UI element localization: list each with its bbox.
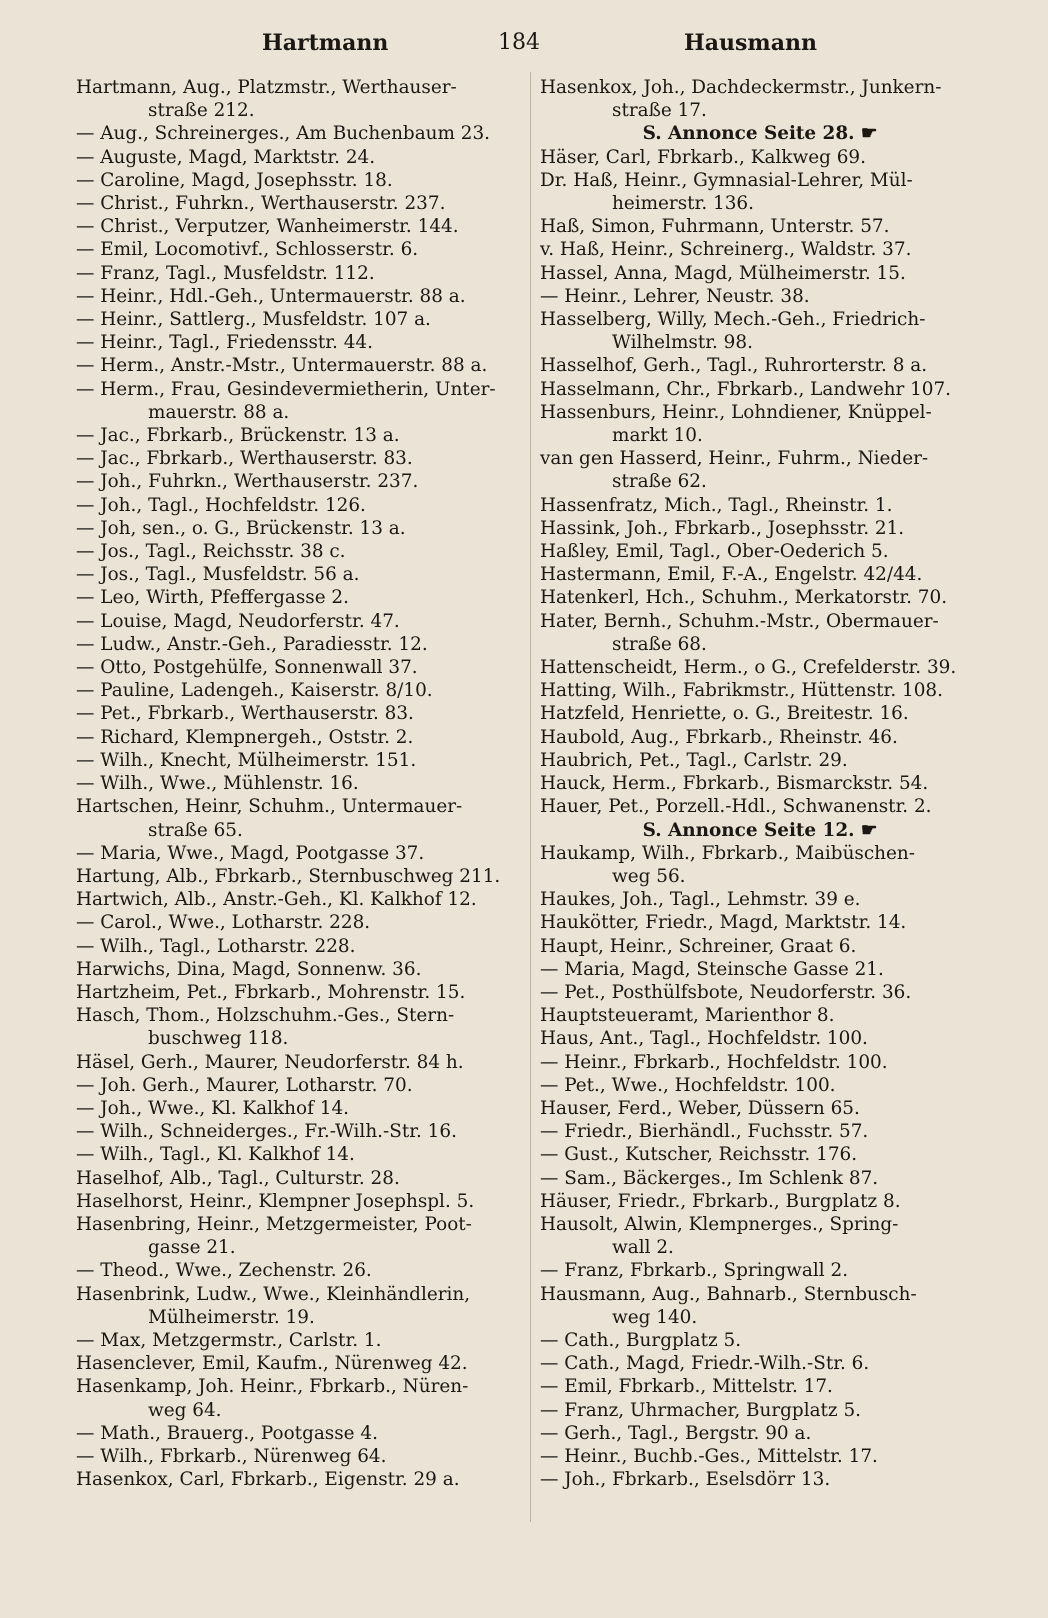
entry-text: Hattenscheidt, Herm., o G., Crefelderstr. 39.	[540, 657, 957, 679]
directory-entry	[540, 726, 980, 749]
directory-entry	[76, 586, 516, 609]
entry-text: — Aug., Schreinerges., Am Buchenbaum 23.	[76, 123, 491, 145]
entry-text: v. Haß, Heinr., Schreinerg., Waldstr. 37.	[540, 239, 912, 261]
entry-text: — Maria, Magd, Steinsche Gasse 21.	[540, 958, 884, 980]
directory-entry	[540, 1027, 980, 1050]
entry-text: — Joh., Tagl., Hochfeldstr. 126.	[76, 494, 366, 516]
directory-entry	[76, 238, 516, 261]
entry-text: Häsel, Gerh., Maurer, Neudorferstr. 84 h.	[76, 1051, 464, 1073]
directory-entry	[76, 192, 516, 215]
entry-text: — Wilh., Fbrkarb., Nürenweg 64.	[76, 1445, 387, 1467]
directory-entry	[76, 749, 516, 772]
entry-text: Hatting, Wilh., Fabrikmstr., Hüttenstr. 108.	[540, 680, 943, 702]
directory-entry	[76, 540, 516, 563]
entry-text: — Carol., Wwe., Lotharstr. 228.	[76, 912, 371, 934]
entry-text: Hassel, Anna, Magd, Mülheimerstr. 15.	[540, 262, 906, 284]
entry-text: — Emil, Fbrkarb., Mittelstr. 17.	[540, 1376, 833, 1398]
entry-text: — Heinr., Sattlerg., Musfeldstr. 107 a.	[76, 309, 431, 331]
directory-entry	[76, 1051, 516, 1074]
entry-text: — Auguste, Magd, Marktstr. 24.	[76, 146, 376, 168]
directory-entry	[76, 424, 516, 447]
entry-text: — Jac., Fbrkarb., Brückenstr. 13 a.	[76, 425, 400, 447]
directory-entry	[540, 842, 980, 888]
entry-text: Hater, Bernh., Schuhm.-Mstr., Obermauer-	[540, 610, 939, 632]
entry-text: — Pet., Wwe., Hochfeldstr. 100.	[540, 1074, 836, 1096]
annonce-note	[540, 122, 980, 145]
entry-continuation: Mülheimerstr. 19.	[148, 1306, 315, 1328]
entry-text: — Gerh., Tagl., Bergstr. 90 a.	[540, 1422, 812, 1444]
entry-text: — Wilh., Wwe., Mühlenstr. 16.	[76, 773, 359, 795]
entry-text: Hartmann, Aug., Platzmstr., Werthauser-	[76, 77, 457, 98]
directory-entry	[76, 470, 516, 493]
directory-entry	[540, 1375, 980, 1398]
entry-text: — Joh., Fbrkarb., Eselsdörr 13.	[540, 1469, 831, 1491]
directory-entry	[540, 494, 980, 517]
entry-text: Hatzfeld, Henriette, o. G., Breitestr. 16.	[540, 703, 909, 725]
entry-text: — Pet., Fbrkarb., Werthauserstr. 83.	[76, 703, 414, 725]
directory-entry	[76, 795, 516, 841]
header-right-name: Hausmann	[684, 30, 817, 56]
directory-entry	[540, 1283, 980, 1329]
entry-text: — Max, Metzgermstr., Carlstr. 1.	[76, 1329, 382, 1351]
entry-text: — Gust., Kutscher, Reichsstr. 176.	[540, 1144, 858, 1166]
entry-text: — Franz, Tagl., Musfeldstr. 112.	[76, 262, 375, 284]
directory-entry	[540, 1167, 980, 1190]
entry-text: Hasselmann, Chr., Fbrkarb., Landwehr 107.	[540, 378, 952, 400]
entry-text: — Heinr., Tagl., Friedensstr. 44.	[76, 332, 373, 354]
directory-entry	[76, 981, 516, 1004]
directory-entry	[540, 401, 980, 447]
entry-text: — Wilh., Schneiderges., Fr.-Wilh.-Str. 16.	[76, 1121, 457, 1143]
page-number: 184	[498, 30, 540, 55]
entry-text: — Cath., Burgplatz 5.	[540, 1329, 742, 1351]
directory-entry	[540, 656, 980, 679]
directory-entry	[540, 1352, 980, 1375]
entry-text: Hauck, Herm., Fbrkarb., Bismarckstr. 54.	[540, 773, 929, 795]
directory-entry	[540, 586, 980, 609]
entry-text: — Otto, Postgehülfe, Sonnenwall 37.	[76, 657, 418, 679]
left-column	[76, 76, 516, 1491]
entry-text: Haukes, Joh., Tagl., Lehmstr. 39 e.	[540, 889, 861, 911]
entry-text: — Friedr., Bierhändl., Fuchsstr. 57.	[540, 1121, 869, 1143]
directory-entry	[540, 215, 980, 238]
directory-entry	[76, 726, 516, 749]
directory-entry	[76, 865, 516, 888]
entry-text: Hausolt, Alwin, Klempnerges., Spring-	[540, 1213, 899, 1235]
entry-text: — Caroline, Magd, Josephsstr. 18.	[76, 169, 393, 191]
directory-entry	[540, 935, 980, 958]
directory-entry	[76, 215, 516, 238]
directory-entry	[540, 749, 980, 772]
directory-entry	[76, 517, 516, 540]
directory-entry	[76, 308, 516, 331]
directory-entry	[76, 447, 516, 470]
directory-entry	[76, 378, 516, 424]
entry-text: — Joh. Gerh., Maurer, Lotharstr. 70.	[76, 1074, 413, 1096]
entry-text: Hassenburs, Heinr., Lohndiener, Knüppel-	[540, 401, 932, 423]
right-column	[540, 76, 980, 1491]
entry-text: Hasenbring, Heinr., Metzgermeister, Poot-	[76, 1213, 472, 1235]
entry-text: — Louise, Magd, Neudorferstr. 47.	[76, 610, 400, 632]
entry-text: Hasenclever, Emil, Kaufm., Nürenweg 42.	[76, 1353, 468, 1375]
entry-text: — Wilh., Tagl., Lotharstr. 228.	[76, 935, 356, 957]
directory-entry	[540, 517, 980, 540]
directory-entry	[76, 1283, 516, 1329]
directory-entry	[76, 169, 516, 192]
directory-entry	[540, 1051, 980, 1074]
entry-text: Haukötter, Friedr., Magd, Marktstr. 14.	[540, 912, 907, 934]
entry-text: — Maria, Wwe., Magd, Pootgasse 37.	[76, 842, 425, 864]
directory-entry	[540, 1422, 980, 1445]
entry-text: — Joh., Wwe., Kl. Kalkhof 14.	[76, 1097, 349, 1119]
entry-text: Hasselberg, Willy, Mech.-Geh., Friedrich-	[540, 309, 926, 331]
entry-text: Hassink, Joh., Fbrkarb., Josephsstr. 21.	[540, 517, 905, 539]
entry-text: — Pet., Posthülfsbote, Neudorferstr. 36.	[540, 981, 912, 1003]
entry-text: Hartzheim, Pet., Fbrkarb., Mohrenstr. 15.	[76, 981, 466, 1003]
directory-entry	[76, 76, 516, 122]
entry-continuation: straße 62.	[612, 471, 707, 493]
directory-entry	[76, 1213, 516, 1259]
directory-entry	[76, 285, 516, 308]
directory-entry	[76, 842, 516, 865]
directory-entry	[540, 1399, 980, 1422]
directory-entry	[540, 1329, 980, 1352]
directory-entry	[76, 1352, 516, 1375]
directory-entry	[76, 679, 516, 702]
directory-entry	[540, 1074, 980, 1097]
directory-entry	[540, 958, 980, 981]
entry-continuation: mauerstr. 88 a.	[148, 401, 290, 423]
directory-entry	[540, 285, 980, 308]
directory-entry	[540, 563, 980, 586]
page-header	[74, 30, 974, 70]
entry-text: S. Annonce Seite 28. ☛	[642, 123, 878, 145]
directory-entry	[76, 1329, 516, 1352]
entry-text: — Herm., Anstr.-Mstr., Untermauerstr. 88 a.	[76, 355, 488, 377]
entry-continuation: gasse 21.	[148, 1237, 236, 1259]
entry-text: Haubrich, Pet., Tagl., Carlstr. 29.	[540, 749, 848, 771]
entry-text: Haselhof, Alb., Tagl., Culturstr. 28.	[76, 1167, 400, 1189]
directory-entry	[540, 1213, 980, 1259]
directory-entry	[540, 679, 980, 702]
directory-entry	[540, 308, 980, 354]
directory-entry	[540, 1097, 980, 1120]
directory-entry	[540, 1468, 980, 1491]
directory-entry	[540, 146, 980, 169]
entry-text: — Heinr., Buchb.-Ges., Mittelstr. 17.	[540, 1445, 878, 1467]
entry-text: Haukamp, Wilh., Fbrkarb., Maibüschen-	[540, 842, 915, 864]
directory-entry	[540, 378, 980, 401]
directory-entry	[76, 1468, 516, 1491]
directory-entry	[540, 1190, 980, 1213]
entry-text: Häuser, Friedr., Fbrkarb., Burgplatz 8.	[540, 1190, 901, 1212]
entry-text: Hauer, Pet., Porzell.-Hdl., Schwanenstr. 2.	[540, 796, 932, 818]
directory-entry	[76, 935, 516, 958]
entry-text: Hasenbrink, Ludw., Wwe., Kleinhändlerin,	[76, 1283, 471, 1305]
entry-text: Hauptsteueramt, Marienthor 8.	[540, 1005, 835, 1027]
entry-text: — Jac., Fbrkarb., Werthauserstr. 83.	[76, 448, 413, 470]
entry-text: — Christ., Fuhrkn., Werthauserstr. 237.	[76, 193, 446, 215]
entry-text: — Franz, Uhrmacher, Burgplatz 5.	[540, 1399, 862, 1421]
entry-text: Hasenkox, Carl, Fbrkarb., Eigenstr. 29 a.	[76, 1469, 460, 1491]
directory-entry	[540, 772, 980, 795]
directory-entry	[540, 1143, 980, 1166]
directory-entry	[76, 1375, 516, 1421]
directory-entry	[76, 702, 516, 725]
entry-text: Harwichs, Dina, Magd, Sonnenw. 36.	[76, 958, 422, 980]
directory-entry	[540, 262, 980, 285]
entry-text: — Heinr., Fbrkarb., Hochfeldstr. 100.	[540, 1051, 888, 1073]
directory-entry	[76, 1074, 516, 1097]
entry-text: — Cath., Magd, Friedr.-Wilh.-Str. 6.	[540, 1353, 870, 1375]
directory-entry	[540, 169, 980, 215]
directory-entry	[76, 911, 516, 934]
entry-text: Hatenkerl, Hch., Schuhm., Merkatorstr. 70.	[540, 587, 948, 609]
entry-text: — Sam., Bäckerges., Im Schlenk 87.	[540, 1167, 879, 1189]
directory-entry	[76, 1259, 516, 1282]
directory-entry	[76, 1143, 516, 1166]
entry-continuation: heimerstr. 136.	[612, 193, 754, 215]
directory-entry	[540, 911, 980, 934]
directory-entry	[76, 1097, 516, 1120]
directory-entry	[76, 146, 516, 169]
entry-text: Hasselhof, Gerh., Tagl., Ruhrorterstr. 8 a.	[540, 355, 928, 377]
directory-entry	[540, 610, 980, 656]
entry-text: Hastermann, Emil, F.-A., Engelstr. 42/44.	[540, 564, 923, 586]
entry-text: Hasenkamp, Joh. Heinr., Fbrkarb., Nüren-	[76, 1376, 469, 1398]
entry-continuation: straße 68.	[612, 633, 707, 655]
entry-text: Hartschen, Heinr, Schuhm., Untermauer-	[76, 796, 463, 818]
directory-entry	[76, 888, 516, 911]
directory-entry	[540, 702, 980, 725]
entry-text: — Wilh., Tagl., Kl. Kalkhof 14.	[76, 1144, 355, 1166]
entry-continuation: buschweg 118.	[148, 1028, 289, 1050]
directory-entry	[76, 1190, 516, 1213]
entry-text: Hausmann, Aug., Bahnarb., Sternbusch-	[540, 1283, 917, 1305]
entry-text: Haß, Simon, Fuhrmann, Unterstr. 57.	[540, 216, 890, 238]
column-divider	[530, 72, 531, 1522]
entry-text: Haßley, Emil, Tagl., Ober-Oederich 5.	[540, 541, 889, 563]
entry-text: Haupt, Heinr., Schreiner, Graat 6.	[540, 935, 857, 957]
entry-continuation: wall 2.	[612, 1237, 674, 1259]
directory-entry	[540, 1259, 980, 1282]
directory-entry	[540, 238, 980, 261]
entry-text: — Math., Brauerg., Pootgasse 4.	[76, 1422, 378, 1444]
entry-text: — Ludw., Anstr.-Geh., Paradiesstr. 12.	[76, 633, 428, 655]
directory-entry	[540, 76, 980, 122]
entry-text: — Heinr., Hdl.-Geh., Untermauerstr. 88 a.	[76, 285, 466, 307]
directory-entry	[76, 610, 516, 633]
directory-entry	[540, 1120, 980, 1143]
entry-text: Hasenkox, Joh., Dachdeckermstr., Junkern-	[540, 77, 942, 98]
directory-entry	[76, 354, 516, 377]
entry-text: — Richard, Klempnergeh., Oststr. 2.	[76, 726, 414, 748]
entry-continuation: weg 140.	[612, 1306, 698, 1328]
directory-entry	[540, 540, 980, 563]
directory-entry	[76, 772, 516, 795]
entry-text: — Franz, Fbrkarb., Springwall 2.	[540, 1260, 849, 1282]
directory-entry	[76, 958, 516, 981]
entry-text: Haubold, Aug., Fbrkarb., Rheinstr. 46.	[540, 726, 898, 748]
entry-text: Häser, Carl, Fbrkarb., Kalkweg 69.	[540, 146, 866, 168]
entry-text: Hartung, Alb., Fbrkarb., Sternbuschweg 211.	[76, 865, 501, 887]
directory-entry	[76, 1445, 516, 1468]
entry-text: — Christ., Verputzer, Wanheimerstr. 144.	[76, 216, 459, 238]
directory-entry	[76, 656, 516, 679]
entry-text: Haus, Ant., Tagl., Hochfeldstr. 100.	[540, 1028, 868, 1050]
entry-text: Hassenfratz, Mich., Tagl., Rheinstr. 1.	[540, 494, 893, 516]
entry-text: — Emil, Locomotivf., Schlosserstr. 6.	[76, 239, 419, 261]
entry-text: — Leo, Wirth, Pfeffergasse 2.	[76, 587, 349, 609]
entry-text: — Heinr., Lehrer, Neustr. 38.	[540, 285, 810, 307]
directory-entry	[76, 331, 516, 354]
directory-entry	[540, 888, 980, 911]
directory-entry	[76, 1120, 516, 1143]
entry-continuation: straße 65.	[148, 819, 243, 841]
directory-entry	[76, 494, 516, 517]
entry-text: — Joh., Fuhrkn., Werthauserstr. 237.	[76, 471, 419, 493]
directory-entry	[540, 1445, 980, 1468]
entry-text: — Jos., Tagl., Musfeldstr. 56 a.	[76, 564, 360, 586]
entry-text: — Pauline, Ladengeh., Kaiserstr. 8/10.	[76, 680, 433, 702]
entry-text: Haselhorst, Heinr., Klempner Josephspl. 5.	[76, 1190, 475, 1212]
directory-entry	[540, 447, 980, 493]
entry-text: van gen Hasserd, Heinr., Fuhrm., Nieder-	[540, 448, 929, 470]
directory-entry	[76, 1004, 516, 1050]
entry-continuation: weg 56.	[612, 865, 686, 887]
entry-continuation: straße 212.	[148, 100, 255, 122]
annonce-note	[540, 819, 980, 842]
entry-text: Hartwich, Alb., Anstr.-Geh., Kl. Kalkhof 12.	[76, 889, 477, 911]
header-left-name: Hartmann	[262, 30, 389, 56]
entry-continuation: markt 10.	[612, 425, 703, 447]
directory-entry	[540, 981, 980, 1004]
entry-text: Hauser, Ferd., Weber, Düssern 65.	[540, 1097, 860, 1119]
entry-text: — Jos., Tagl., Reichsstr. 38 c.	[76, 541, 346, 563]
entry-continuation: straße 17.	[612, 100, 707, 122]
entry-text: Hasch, Thom., Holzschuhm.-Ges., Stern-	[76, 1005, 455, 1027]
entry-text: — Theod., Wwe., Zechenstr. 26.	[76, 1260, 372, 1282]
directory-entry	[76, 1167, 516, 1190]
entry-continuation: weg 64.	[148, 1399, 222, 1421]
directory-entry	[540, 354, 980, 377]
entry-text: — Joh, sen., o. G., Brückenstr. 13 a.	[76, 517, 406, 539]
entry-continuation: Wilhelmstr. 98.	[612, 332, 753, 354]
entry-text: — Herm., Frau, Gesindevermietherin, Unter-	[76, 378, 496, 400]
directory-entry	[76, 122, 516, 145]
directory-entry	[76, 563, 516, 586]
entry-text: — Wilh., Knecht, Mülheimerstr. 151.	[76, 749, 417, 771]
directory-entry	[540, 795, 980, 818]
directory-entry	[540, 1004, 980, 1027]
entry-text: Dr. Haß, Heinr., Gymnasial-Lehrer, Mül-	[540, 169, 913, 191]
directory-entry	[76, 262, 516, 285]
directory-entry	[76, 1422, 516, 1445]
directory-entry	[76, 633, 516, 656]
entry-text: S. Annonce Seite 12. ☛	[642, 819, 878, 841]
